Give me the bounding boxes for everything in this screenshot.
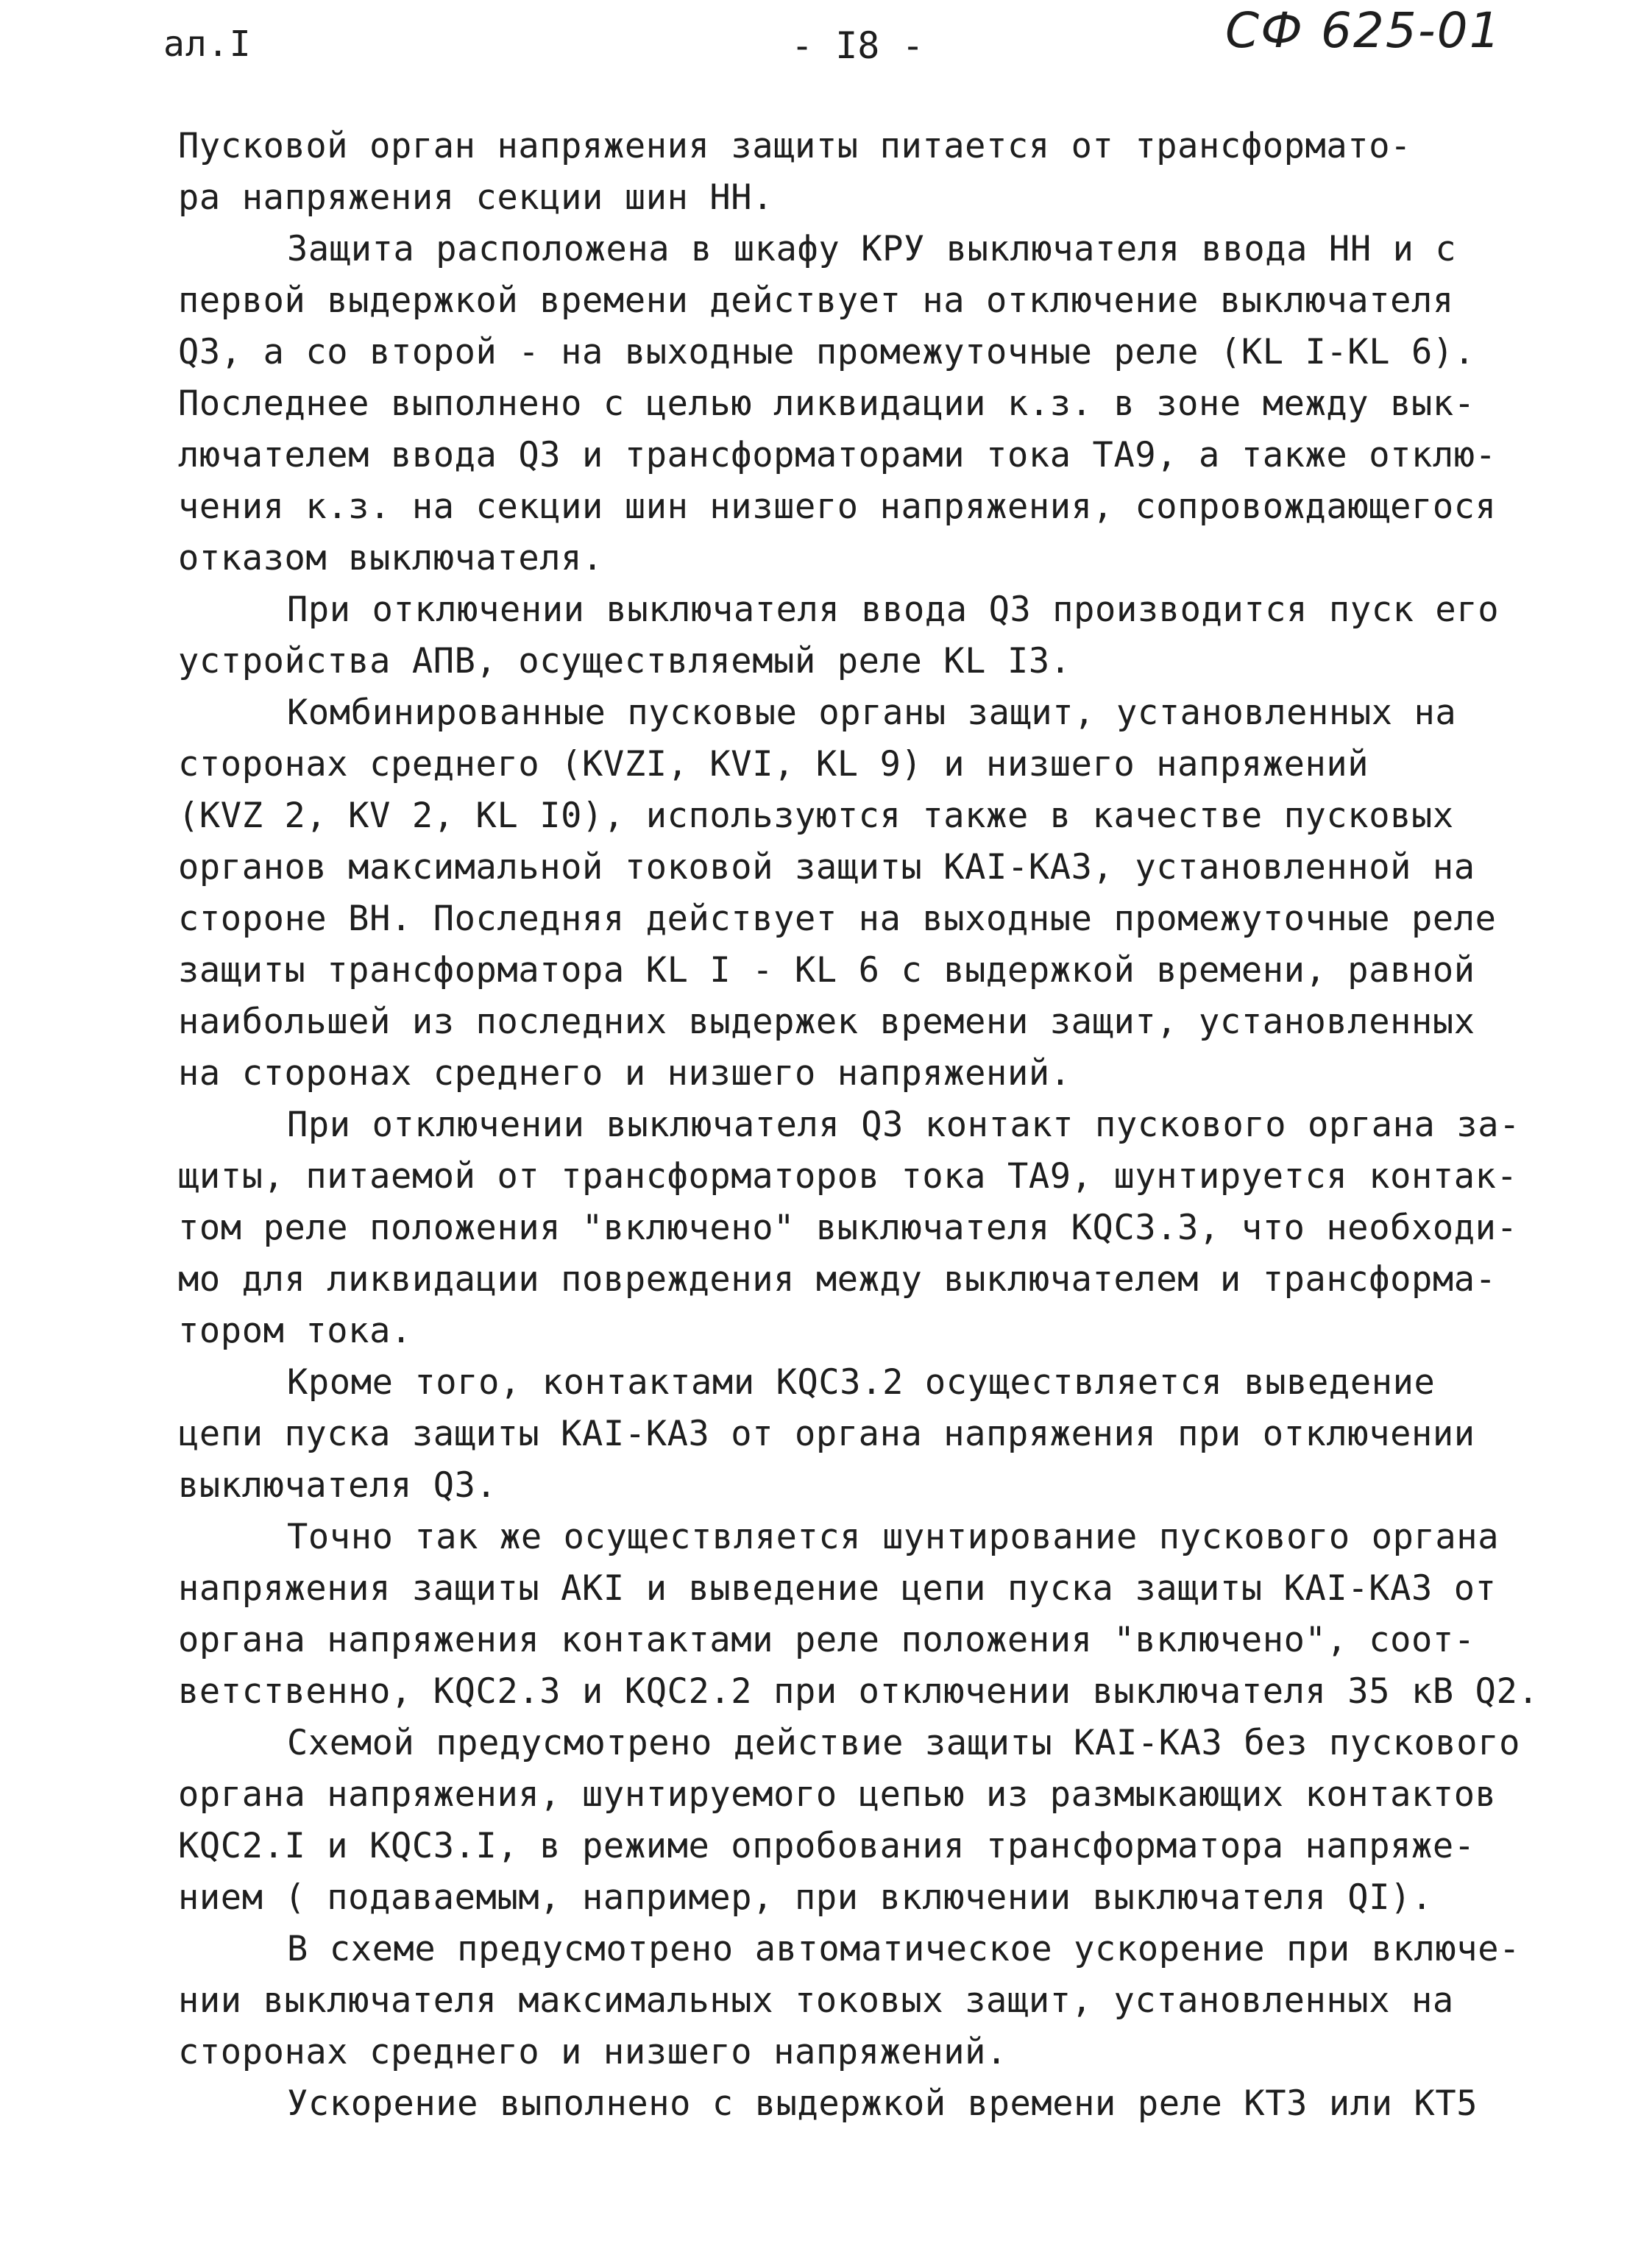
text-line: лючателем ввода Q3 и трансформаторами тока ТА9, а также отклю- [178, 435, 1497, 475]
text-line: защиты трансформатора KL I - KL 6 с выдержкой времени, равной [178, 950, 1475, 991]
text-line: на сторонах среднего и низшего напряжений. [178, 1053, 1071, 1094]
text-line: органа напряжения контактами реле положения "включено", соот- [178, 1620, 1475, 1660]
text-line: первой выдержкой времени действует на отключение выключателя [178, 280, 1454, 321]
text-line: Точно так же осуществляется шунтирование пускового органа [287, 1517, 1500, 1557]
text-line: цепи пуска защиты КАI-КА3 от органа напряжения при отключении [178, 1414, 1475, 1454]
text-line: Комбинированные пусковые органы защит, установленных на [287, 692, 1457, 733]
text-line: щиты, питаемой от трансформаторов тока ТА9, шунтируется контак- [178, 1156, 1518, 1197]
text-line: сторонах среднего (KVZI, KVI, KL 9) и низшего напряжений [178, 744, 1369, 784]
sheet-label: ал.I [163, 24, 252, 65]
text-line: ветственно, KQC2.3 и KQC2.2 при отключении выключателя 35 кВ Q2. [178, 1671, 1539, 1712]
text-line: стороне ВН. Последняя действует на выходные промежуточные реле [178, 899, 1497, 939]
text-line: напряжения защиты АКI и выведение цепи пуска защиты КАI-КА3 от [178, 1568, 1497, 1609]
text-line: органа напряжения, шунтируемого цепью из размыкающих контактов [178, 1774, 1497, 1815]
page-header [0, 0, 1652, 88]
document-code: СФ 625-01 [1225, 2, 1502, 59]
text-line: нии выключателя максимальных токовых защит, установленных на [178, 1980, 1454, 2021]
text-line: органов максимальной токовой защиты КАI-КА3, установленной на [178, 847, 1475, 888]
text-line: Последнее выполнено с целью ликвидации к.з. в зоне между вык- [178, 383, 1475, 424]
text-line: Q3, а со второй - на выходные промежуточные реле (KL I-KL 6). [178, 332, 1475, 372]
text-line: том реле положения "включено" выключателя KQC3.3, что необходи- [178, 1208, 1518, 1248]
text-line: тором тока. [178, 1311, 412, 1351]
page-number: - I8 - [791, 24, 924, 67]
text-line: Ускорение выполнено с выдержкой времени реле КТ3 или КТ5 [287, 2083, 1478, 2124]
text-line: При отключении выключателя Q3 контакт пускового органа за- [287, 1105, 1520, 1145]
text-line: Защита расположена в шкафу КРУ выключателя ввода НН и с [287, 229, 1457, 269]
text-line: чения к.з. на секции шин низшего напряжения, сопровождающегося [178, 486, 1497, 527]
text-line: выключателя Q3. [178, 1465, 497, 1506]
text-line: Схемой предусмотрено действие защиты КАI-КА3 без пускового [287, 1723, 1520, 1763]
text-line: сторонах среднего и низшего напряжений. [178, 2032, 1007, 2072]
text-line: нием ( подаваемым, например, при включении выключателя QI). [178, 1877, 1433, 1918]
text-line: В схеме предусмотрено автоматическое ускорение при включе- [287, 1929, 1520, 1969]
body-text [178, 121, 1554, 2130]
text-line: При отключении выключателя ввода Q3 производится пуск его [287, 589, 1500, 630]
text-line: (KVZ 2, KV 2, KL I0), используются также в качестве пусковых [178, 796, 1454, 836]
text-line: наибольшей из последних выдержек времени защит, установленных [178, 1002, 1475, 1042]
text-line: Кроме того, контактами KQC3.2 осуществляется выведение [287, 1362, 1436, 1403]
text-line: Пусковой орган напряжения защиты питается от трансформато- [178, 126, 1411, 166]
text-line: устройства АПВ, осуществляемый реле KL I3. [178, 641, 1071, 681]
text-line: мо для ликвидации повреждения между выключателем и трансформа- [178, 1259, 1497, 1300]
text-line: ра напряжения секции шин НН. [178, 177, 774, 218]
text-line: отказом выключателя. [178, 538, 603, 578]
text-line: KQC2.I и KQC3.I, в режиме опробования трансформатора напряже- [178, 1826, 1475, 1866]
